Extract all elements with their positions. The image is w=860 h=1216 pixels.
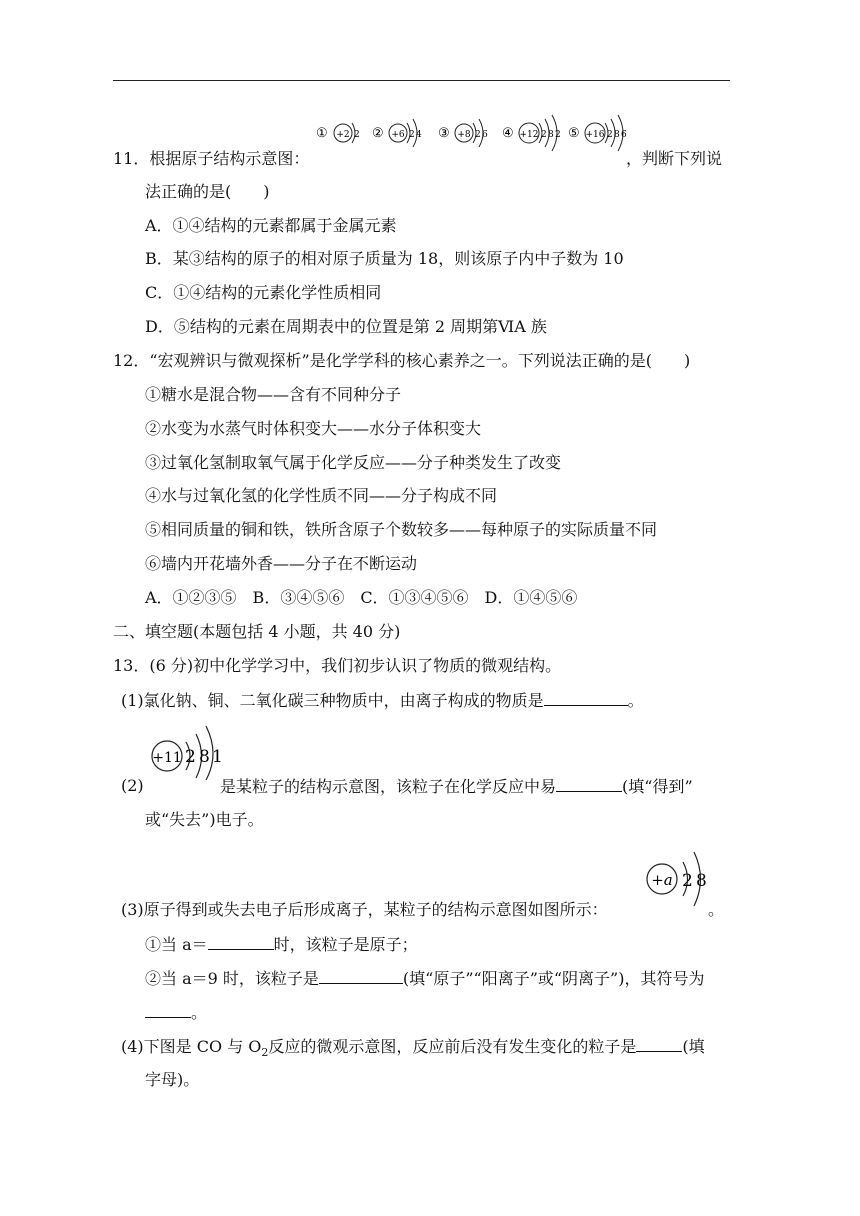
atom-4-mark: ④ bbox=[502, 126, 514, 141]
q13-symbol-blank[interactable] bbox=[145, 1001, 191, 1018]
q13-part4-end: (填 bbox=[682, 1037, 705, 1056]
sodium-nucleus: +11 bbox=[152, 750, 182, 766]
q13-part1-end: 。 bbox=[627, 691, 644, 710]
q13-part3-1-end: 时，该粒子是原子； bbox=[273, 935, 418, 954]
q12-item-1: ①糖水是混合物——含有不同种分子 bbox=[145, 385, 402, 404]
q11-option-b: B．某③结构的原子的相对原子质量为 18，则该原子内中子数为 10 bbox=[145, 249, 624, 268]
q12-item-4: ④水与过氧化氢的化学性质不同——分子构成不同 bbox=[145, 486, 498, 505]
atom-1-mark: ① bbox=[316, 126, 328, 141]
atom-2-mark: ② bbox=[372, 126, 384, 141]
atom-2-shell-1: 2 bbox=[409, 130, 415, 140]
q12-stem: 12．“宏观辨识与微观探析”是化学学科的核心素养之一。下列说法正确的是( ) bbox=[113, 351, 691, 370]
q11-option-d: D．⑤结构的元素在周期表中的位置是第 2 周期第ⅥA 族 bbox=[145, 317, 547, 336]
q13-part3-2-close: 。 bbox=[191, 1003, 208, 1022]
sodium-atom-diagram bbox=[148, 722, 228, 784]
q13-part3-end: 。 bbox=[708, 900, 725, 919]
q13-part4-subscript: 2 bbox=[261, 1046, 269, 1060]
q13-part3-2-blank[interactable] bbox=[319, 967, 403, 984]
atom-1-shell-1: 2 bbox=[354, 130, 360, 140]
q13-part4-text-b: 反应的微观示意图，反应前后没有发生变化的粒子是 bbox=[268, 1037, 637, 1056]
q13-part2 bbox=[220, 775, 693, 798]
atom-structure-diagrams bbox=[312, 112, 642, 156]
atom-2-shell-2: 4 bbox=[416, 130, 422, 140]
section-title: 二、填空题(本题包括 4 小题，共 40 分) bbox=[113, 622, 401, 641]
sodium-shell-2: 8 bbox=[199, 747, 210, 767]
atom-5-shell-1: 2 bbox=[607, 130, 613, 140]
q13-part3-1-blank[interactable] bbox=[208, 933, 274, 950]
q12-item-2: ②水变为水蒸气时体积变大——水分子体积变大 bbox=[145, 419, 482, 438]
q13-part2-text: 是某粒子的结构示意图，该粒子在化学反应中易 bbox=[220, 777, 557, 796]
sodium-shell-3: 1 bbox=[212, 747, 223, 767]
atom-4-shell-3: 2 bbox=[555, 130, 561, 140]
q13-part3-2-end: (填“原子”“阳离子”或“阴离子”)，其符号为 bbox=[402, 969, 705, 988]
q13-part2-end: (填“得到” bbox=[622, 777, 693, 796]
q13-part3-1-text: ①当 a＝ bbox=[145, 935, 208, 954]
q13-part3-2-text: ②当 a＝9 时，该粒子是 bbox=[145, 969, 319, 988]
q11-stem-line2: 法正确的是( ) bbox=[145, 182, 270, 201]
q12-item-6: ⑥墙内开花墙外香——分子在不断运动 bbox=[145, 554, 418, 573]
atom-4-nucleus: +12 bbox=[519, 130, 539, 140]
atom-3-shell-2: 6 bbox=[482, 130, 488, 140]
q11-option-c: C．①④结构的元素化学性质相同 bbox=[145, 283, 382, 302]
q11-stem-prefix: 11．根据原子结构示意图： bbox=[113, 149, 310, 168]
ion-shell-1: 2 bbox=[682, 871, 693, 891]
atom-3-mark: ③ bbox=[438, 126, 450, 141]
q13-part3-1 bbox=[145, 933, 418, 956]
atom-3-nucleus: +8 bbox=[457, 130, 471, 140]
atom-5-nucleus: +16 bbox=[585, 130, 605, 140]
q13-part1-blank[interactable] bbox=[544, 689, 628, 706]
atom-5-mark: ⑤ bbox=[568, 126, 580, 141]
atom-4-shell-2: 8 bbox=[548, 130, 554, 140]
q13-part4-blank[interactable] bbox=[636, 1035, 682, 1052]
q13-part2-blank[interactable] bbox=[556, 775, 622, 792]
q13-part3: (3)原子得到或失去电子后形成离子，某粒子的结构示意图如图所示： bbox=[121, 900, 608, 919]
atom-3-shell-1: 2 bbox=[475, 130, 481, 140]
atom-5-shell-2: 8 bbox=[614, 130, 620, 140]
atom-5-shell-3: 6 bbox=[621, 130, 627, 140]
q12-item-3: ③过氧化氢制取氧气属于化学反应——分子种类发生了改变 bbox=[145, 453, 562, 472]
q13-stem: 13．(6 分)初中化学学习中，我们初步认识了物质的微观结构。 bbox=[113, 656, 562, 675]
sodium-shell-1: 2 bbox=[185, 747, 196, 767]
header-rule bbox=[113, 80, 730, 81]
ion-shell-2: 8 bbox=[696, 871, 707, 891]
q13-part3-2-cont bbox=[145, 1001, 207, 1024]
atom-2-nucleus: +6 bbox=[391, 130, 405, 140]
q13-part2-cont: 或“失去”)电子。 bbox=[145, 810, 264, 829]
atom-1-nucleus: +2 bbox=[336, 130, 350, 140]
q13-part4 bbox=[121, 1035, 705, 1064]
q12-item-5: ⑤相同质量的铜和铁，铁所含原子个数较多——每种原子的实际质量不同 bbox=[145, 520, 658, 539]
q13-part1 bbox=[121, 689, 644, 712]
q13-part3-2 bbox=[145, 967, 704, 990]
q13-part1-text: (1)氯化钠、铜、二氧化碳三种物质中，由离子构成的物质是 bbox=[121, 691, 544, 710]
q12-options: A．①②③⑤ B．③④⑤⑥ C．①③④⑤⑥ D．①④⑤⑥ bbox=[145, 588, 578, 607]
ion-nucleus: +a bbox=[651, 871, 673, 889]
q11-stem-line1 bbox=[113, 148, 309, 170]
q13-part4-cont: 字母)。 bbox=[145, 1070, 200, 1089]
q13-part2-num: (2) bbox=[121, 776, 144, 795]
q13-part4-text-a: (4)下图是 CO 与 O bbox=[121, 1037, 262, 1056]
q11-option-a: A．①④结构的元素都属于金属元素 bbox=[145, 216, 397, 235]
atom-4-shell-1: 2 bbox=[541, 130, 547, 140]
ion-diagram bbox=[644, 846, 714, 916]
q11-stem-suffix: ，判断下列说 bbox=[626, 149, 723, 168]
